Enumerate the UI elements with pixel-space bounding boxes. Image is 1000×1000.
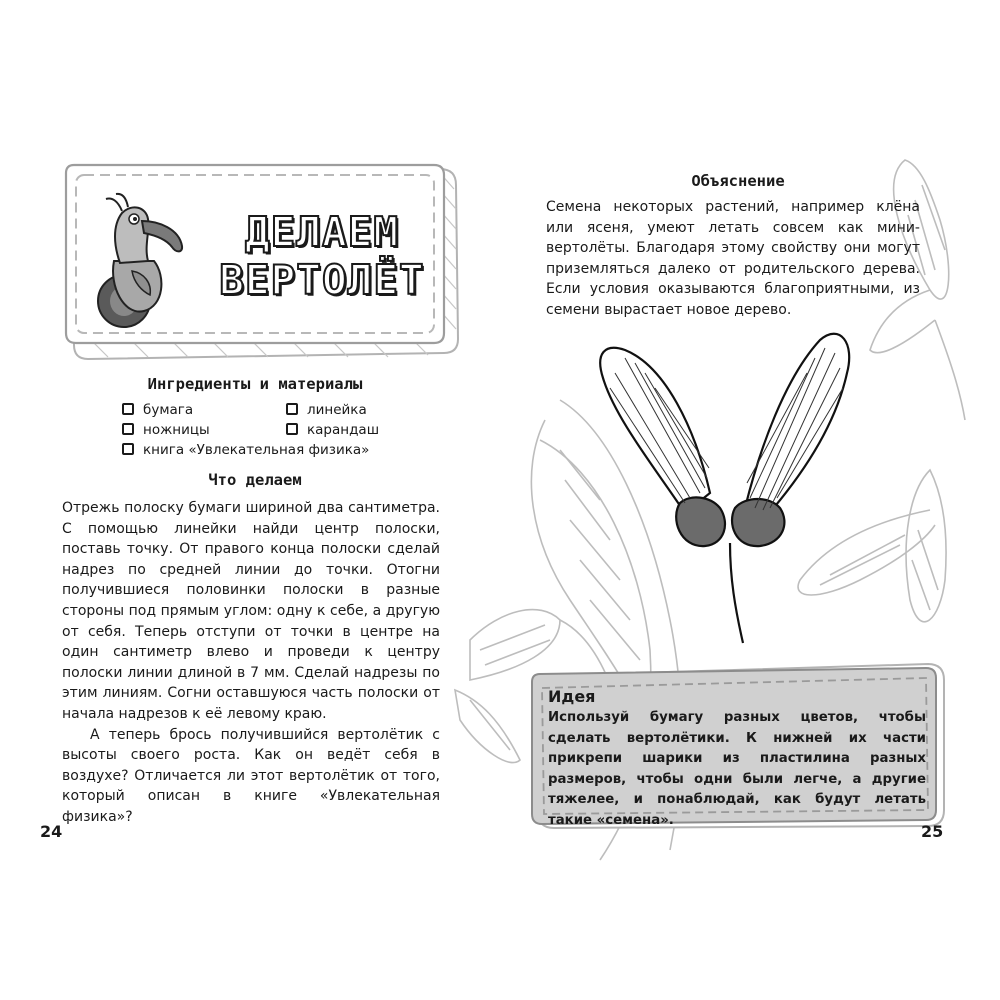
material-label: бумага [143, 402, 194, 418]
ingredients-heading: Ингредиенты и материалы [147, 375, 363, 393]
material-label: ножницы [143, 422, 210, 438]
dodo-bird-icon [84, 191, 194, 331]
page-number-right: 25 [921, 822, 944, 841]
instructions-heading: Что делаем [208, 471, 302, 489]
material-item [122, 422, 210, 438]
instructions-text [62, 498, 440, 828]
material-label: книга «Увлекательная физика» [143, 442, 370, 458]
checkbox-icon [122, 423, 134, 435]
page-title-line-2: ВЕРТОЛЁТ [219, 256, 425, 304]
material-item [286, 402, 367, 418]
explanation-heading: Объяснение [691, 172, 785, 190]
materials-list [122, 402, 422, 462]
material-item [122, 442, 369, 458]
maple-seed-icon [585, 318, 855, 648]
checkbox-icon [122, 443, 134, 455]
checkbox-icon [286, 423, 298, 435]
explanation-text: Семена некоторых растений, например клёна или ясеня, умеют летать совсем как мини-вертолёты. Благодаря этому свойству они могут приземляться далеко от родительского дерева. Если условия оказываются благоприятными, из семени вырастает новое дерево. [546, 199, 920, 318]
title-banner [62, 163, 462, 363]
material-label: карандаш [307, 422, 380, 438]
material-label: линейка [307, 402, 367, 418]
material-item [122, 402, 193, 418]
page-number-left: 24 [40, 822, 63, 841]
idea-title: Идея [548, 687, 596, 706]
checkbox-icon [286, 403, 298, 415]
idea-box [530, 660, 948, 830]
instructions-paragraph-2: А теперь брось получившийся вертолётик с высоты своего роста. Как он ведёт себя в воздухе? Отличается ли этот вертолётик от того, который описан в книге «Увлекательная физика»? [62, 726, 440, 825]
checkbox-icon [122, 403, 134, 415]
page-title-line-1: ДЕЛАЕМ [244, 208, 400, 256]
instructions-paragraph-1: Отрежь полоску бумаги шириной два сантиметра. С помощью линейки найди центр полоски, поставь точку. От правого конца полоски сделай надрез по средней линии до точки. Отогни получившиеся половинки полоски в разные стороны под прямым углом: одну к себе, а другую от себя. Теперь отступи от точки в центре на один сантиметр влево и проведи к центру полоски линии длиной в 7 мм. Сделай надрезы по этим линиям. Согни оставшуюся часть полоски от начала надрезов к её левому краю. [62, 500, 440, 722]
material-item [286, 422, 379, 438]
idea-text: Используй бумагу разных цветов, чтобы сделать вертолётики. К нижней их части прикрепи шарики из пластилина разных размеров, чтобы одни были легче, а другие тяжелее, и понаблюдай, как будут летать такие «семена». [548, 710, 926, 828]
